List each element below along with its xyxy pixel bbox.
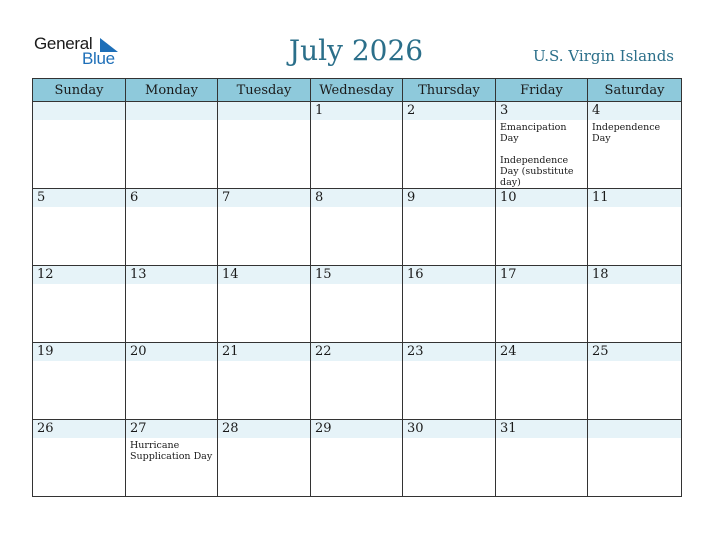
- holiday-label: Independence Day (substitute day): [500, 155, 574, 188]
- day-cell: [126, 102, 218, 189]
- region-name: U.S. Virgin Islands: [533, 47, 674, 65]
- day-cell: [218, 102, 311, 189]
- day-number: 14: [218, 266, 310, 284]
- day-cell: [496, 102, 588, 189]
- logo-text-general: General: [34, 34, 93, 53]
- day-cell: [311, 266, 403, 343]
- day-number: 8: [311, 189, 402, 207]
- day-number: 19: [33, 343, 125, 361]
- day-cell: [33, 102, 126, 189]
- day-number: 15: [311, 266, 402, 284]
- day-number: 28: [218, 420, 310, 438]
- day-cell: [33, 420, 126, 497]
- day-cell: [126, 189, 218, 266]
- week-row-5: [33, 420, 682, 497]
- day-number: [588, 420, 681, 438]
- day-cell: [588, 266, 682, 343]
- weekday-tuesday: Tuesday: [218, 79, 311, 102]
- day-number: 24: [496, 343, 587, 361]
- day-number: 10: [496, 189, 587, 207]
- day-cell: [588, 102, 682, 189]
- day-number: 12: [33, 266, 125, 284]
- day-number: 4: [588, 102, 681, 120]
- day-number: 11: [588, 189, 681, 207]
- day-number: 2: [403, 102, 495, 120]
- weekday-friday: Friday: [496, 79, 588, 102]
- day-number: 30: [403, 420, 495, 438]
- day-cell: [33, 189, 126, 266]
- day-number: [33, 102, 125, 120]
- day-cell: [218, 343, 311, 420]
- day-number: 29: [311, 420, 402, 438]
- holiday-label: Hurricane Supplication Day: [130, 440, 213, 462]
- day-cell: [588, 189, 682, 266]
- day-number: 7: [218, 189, 310, 207]
- day-cell: [126, 266, 218, 343]
- day-cell: [496, 343, 588, 420]
- day-cell: [403, 420, 496, 497]
- day-cell: [311, 189, 403, 266]
- day-number: 5: [33, 189, 125, 207]
- weekday-header-row: [33, 79, 682, 102]
- day-number: 20: [126, 343, 217, 361]
- weekday-monday: Monday: [126, 79, 218, 102]
- day-number: [126, 102, 217, 120]
- logo-text-blue: Blue: [82, 49, 115, 68]
- weekday-wednesday: Wednesday: [311, 79, 403, 102]
- day-cell: [126, 420, 218, 497]
- day-number: 25: [588, 343, 681, 361]
- day-cell: [33, 266, 126, 343]
- calendar-grid: [32, 78, 682, 497]
- holiday-label: Emancipation Day: [500, 122, 567, 144]
- day-number: 16: [403, 266, 495, 284]
- day-number: [218, 102, 310, 120]
- day-number: 27: [126, 420, 217, 438]
- day-number: 22: [311, 343, 402, 361]
- day-cell: [496, 420, 588, 497]
- day-cell: [403, 266, 496, 343]
- day-number: 18: [588, 266, 681, 284]
- week-row-4: [33, 343, 682, 420]
- holiday-label: Independence Day: [592, 122, 661, 144]
- day-cell: [403, 189, 496, 266]
- day-cell: [126, 343, 218, 420]
- day-cell: [311, 343, 403, 420]
- weekday-sunday: Sunday: [33, 79, 126, 102]
- week-row-1: [33, 102, 682, 189]
- day-cell: [588, 343, 682, 420]
- day-cell: [403, 343, 496, 420]
- day-cell: [33, 343, 126, 420]
- weekday-thursday: Thursday: [403, 79, 496, 102]
- day-cell: [496, 189, 588, 266]
- day-cell: [311, 420, 403, 497]
- day-number: 26: [33, 420, 125, 438]
- day-cell: [218, 420, 311, 497]
- day-number: 17: [496, 266, 587, 284]
- day-number: 3: [496, 102, 587, 120]
- weekday-saturday: Saturday: [588, 79, 682, 102]
- day-number: 23: [403, 343, 495, 361]
- day-cell: [218, 189, 311, 266]
- day-cell: [218, 266, 311, 343]
- day-cell: [311, 102, 403, 189]
- day-number: 31: [496, 420, 587, 438]
- day-cell: [403, 102, 496, 189]
- day-number: 21: [218, 343, 310, 361]
- day-cell: [588, 420, 682, 497]
- day-number: 9: [403, 189, 495, 207]
- week-row-2: [33, 189, 682, 266]
- day-number: 13: [126, 266, 217, 284]
- week-row-3: [33, 266, 682, 343]
- day-cell: [496, 266, 588, 343]
- calendar-title: July 2026: [288, 34, 424, 67]
- day-number: 1: [311, 102, 402, 120]
- day-number: 6: [126, 189, 217, 207]
